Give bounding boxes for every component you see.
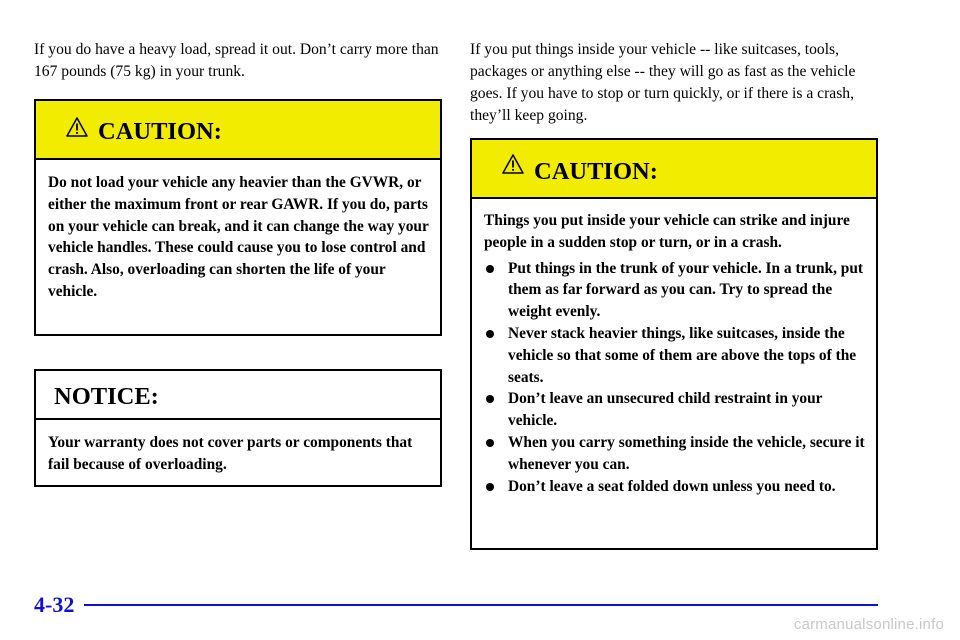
watermark-text: carmanualsonline.info <box>793 616 944 633</box>
caution-box-overload <box>34 99 442 336</box>
notice-box <box>34 369 442 487</box>
notice-title: NOTICE: <box>54 383 159 410</box>
left-intro-text: If you do have a heavy load, spread it out. Don’t carry more than 167 pounds (75 kg) in your trunk. <box>34 41 439 80</box>
page-number: 4-32 <box>34 592 75 617</box>
bullet-item <box>484 388 866 432</box>
bullet-dot-icon <box>486 265 494 273</box>
bullet-dot-icon <box>486 395 494 403</box>
bullet-text: Don’t leave an unsecured child restraint in your vehicle. <box>508 390 823 430</box>
bullet-item <box>484 432 866 476</box>
bullet-text: Never stack heavier things, like suitcases, inside the vehicle so that some of them are above the tops of the seats. <box>508 324 857 386</box>
bullet-text: Don’t leave a seat folded down unless you need to. <box>508 477 836 495</box>
caution-header <box>36 101 440 160</box>
caution-header <box>472 140 876 199</box>
footer-divider <box>84 604 878 606</box>
notice-header <box>36 371 440 420</box>
caution-title: CAUTION: <box>98 118 222 145</box>
caution-body: Do not load your vehicle any heavier than the GVWR, or either the maximum front or rear GAWR. If you do, parts on your vehicle can break, and it can change the way your vehicle handles. These could cause you to lose control and crash. Also, overloading can shorten the life of your vehicle. <box>48 174 429 300</box>
warning-triangle-icon <box>502 153 524 175</box>
bullet-dot-icon <box>486 439 494 447</box>
caution-bullet-list <box>484 258 866 498</box>
notice-body: Your warranty does not cover parts or components that fail because of overloading. <box>48 434 413 473</box>
caution-body: Things you put inside your vehicle can strike and injure people in a sudden stop or turn, or in a crash. <box>484 212 850 251</box>
bullet-text: When you carry something inside the vehicle, secure it whenever you can. <box>508 433 865 473</box>
bullet-text: Put things in the trunk of your vehicle. In a trunk, put them as far forward as you can. Try to spread the weight evenly. <box>508 259 864 321</box>
caution-content <box>472 199 876 497</box>
caution-box-cargo <box>470 138 878 550</box>
caution-title: CAUTION: <box>534 158 658 185</box>
bullet-item <box>484 323 866 388</box>
bullet-dot-icon <box>486 330 494 338</box>
right-intro-text: If you put things inside your vehicle -- like suitcases, tools, packages or anything else -- they will go as fast as the vehicle goes. If you have to stop or turn quickly, or if there is a crash, they’ll keep going. <box>470 41 856 124</box>
bullet-dot-icon <box>486 483 494 491</box>
warning-triangle-icon <box>66 116 88 138</box>
bullet-item <box>484 258 866 323</box>
bullet-item <box>484 476 866 498</box>
